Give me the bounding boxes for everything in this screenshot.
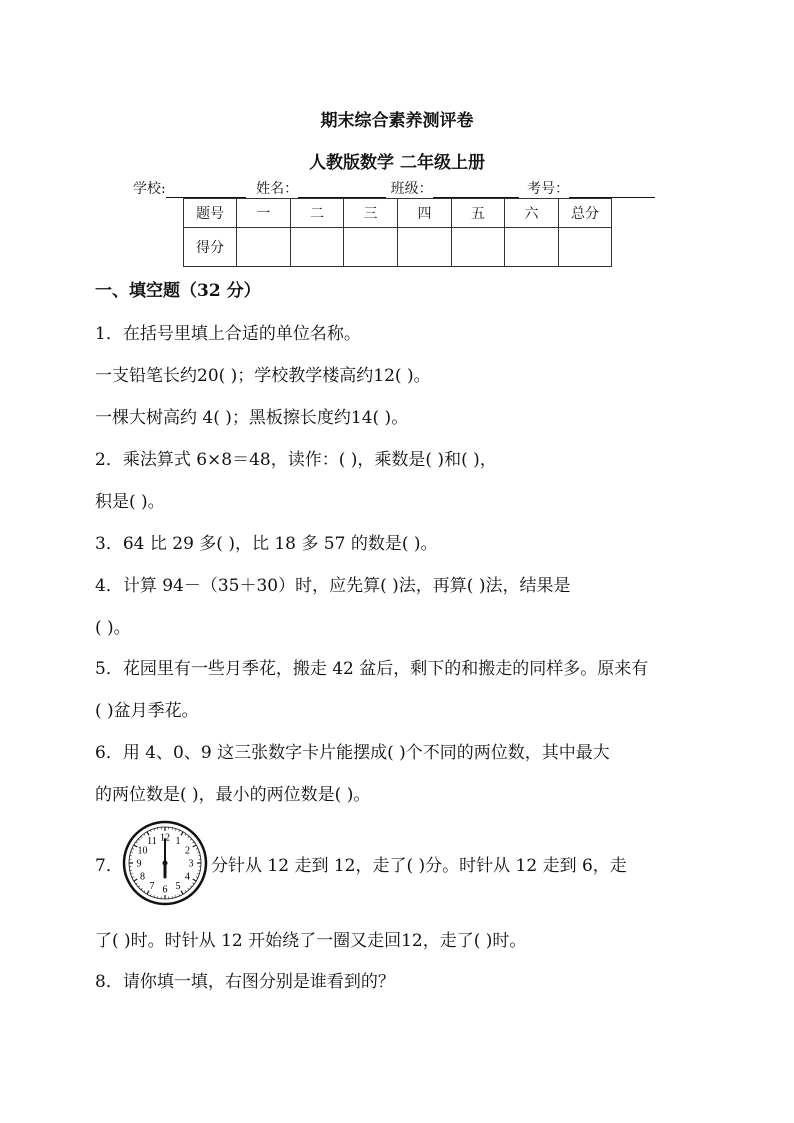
question-2: 2．乘法算式 6×8＝48，读作：( )，乘数是( )和( )，	[95, 450, 497, 470]
clock-number: 11	[147, 835, 157, 847]
exam-no-blank[interactable]	[569, 183, 655, 198]
name-blank[interactable]	[298, 183, 386, 198]
question-2-cont: 积是( )。	[95, 492, 165, 512]
clock-number: 3	[188, 858, 194, 870]
score-table-col-total: 总分	[559, 199, 612, 228]
question-6-cont: 的两位数是( )，最小的两位数是( )。	[95, 785, 371, 805]
score-table	[183, 198, 612, 267]
student-info-row	[133, 178, 655, 198]
page-title: 期末综合素养测评卷	[320, 111, 474, 131]
school-label: 学校:	[133, 181, 166, 197]
clock-number: 1	[175, 835, 181, 847]
class-label: 班级：	[390, 181, 433, 197]
score-table-row-label: 得分	[184, 228, 237, 267]
question-7-number: 7．	[95, 856, 123, 876]
clock-number: 4	[185, 871, 191, 883]
clock-number: 10	[137, 845, 148, 857]
score-cell[interactable]	[559, 228, 612, 267]
clock-icon	[122, 820, 208, 906]
score-cell[interactable]	[291, 228, 344, 267]
section-1-title: 一、填空题（32 分）	[95, 281, 261, 301]
school-blank[interactable]	[166, 183, 246, 198]
clock-number: 6	[162, 884, 168, 896]
clock-number: 2	[185, 845, 191, 857]
question-1-line-1: 一支铅笔长约20( )；学校教学楼高约12( )。	[95, 366, 431, 386]
name-label: 姓名：	[256, 181, 299, 197]
question-8: 8．请你填一填，右图分别是谁看到的？	[95, 972, 395, 992]
question-1: 1．在括号里填上合适的单位名称。	[95, 324, 361, 344]
score-cell[interactable]	[344, 228, 398, 267]
question-7: 分针从 12 走到 12，走了( )分。时针从 12 走到 6，走	[211, 856, 627, 876]
question-6: 6．用 4、0、9 这三张数字卡片能摆成( )个不同的两位数，其中最大	[95, 743, 610, 763]
score-cell[interactable]	[452, 228, 505, 267]
class-blank[interactable]	[433, 183, 519, 198]
clock-number: 8	[139, 871, 145, 883]
question-4-cont: ( )。	[95, 618, 131, 638]
question-4: 4．计算 94－（35＋30）时，应先算( )法，再算( )法，结果是	[95, 576, 571, 596]
score-cell[interactable]	[505, 228, 559, 267]
clock-number: 5	[175, 881, 181, 893]
score-table-col-4: 四	[398, 199, 452, 228]
exam-no-label: 考号：	[527, 181, 570, 197]
score-table-col-5: 五	[452, 199, 505, 228]
score-table-col-2: 二	[291, 199, 344, 228]
clock-number: 9	[136, 858, 142, 870]
page-subtitle: 人教版数学 二年级上册	[309, 153, 485, 173]
question-1-line-2: 一棵大树高约 4( )；黑板擦长度约14( )。	[95, 408, 409, 428]
question-5: 5．花园里有一些月季花，搬走 42 盆后，剩下的和搬走的同样多。原来有	[95, 659, 649, 679]
score-table-col-6: 六	[505, 199, 559, 228]
score-cell[interactable]	[398, 228, 452, 267]
question-3: 3．64 比 29 多( )，比 18 多 57 的数是( )。	[95, 534, 438, 554]
question-5-cont: ( )盆月季花。	[95, 701, 199, 721]
score-cell[interactable]	[237, 228, 291, 267]
score-table-col-3: 三	[344, 199, 398, 228]
clock-number: 12	[160, 832, 170, 844]
score-table-header-label: 题号	[184, 199, 237, 228]
score-table-col-1: 一	[237, 199, 291, 228]
question-7-cont: 了( )时。时针从 12 开始绕了一圈又走回12，走了( )时。	[95, 931, 527, 951]
clock-number: 7	[149, 881, 155, 893]
